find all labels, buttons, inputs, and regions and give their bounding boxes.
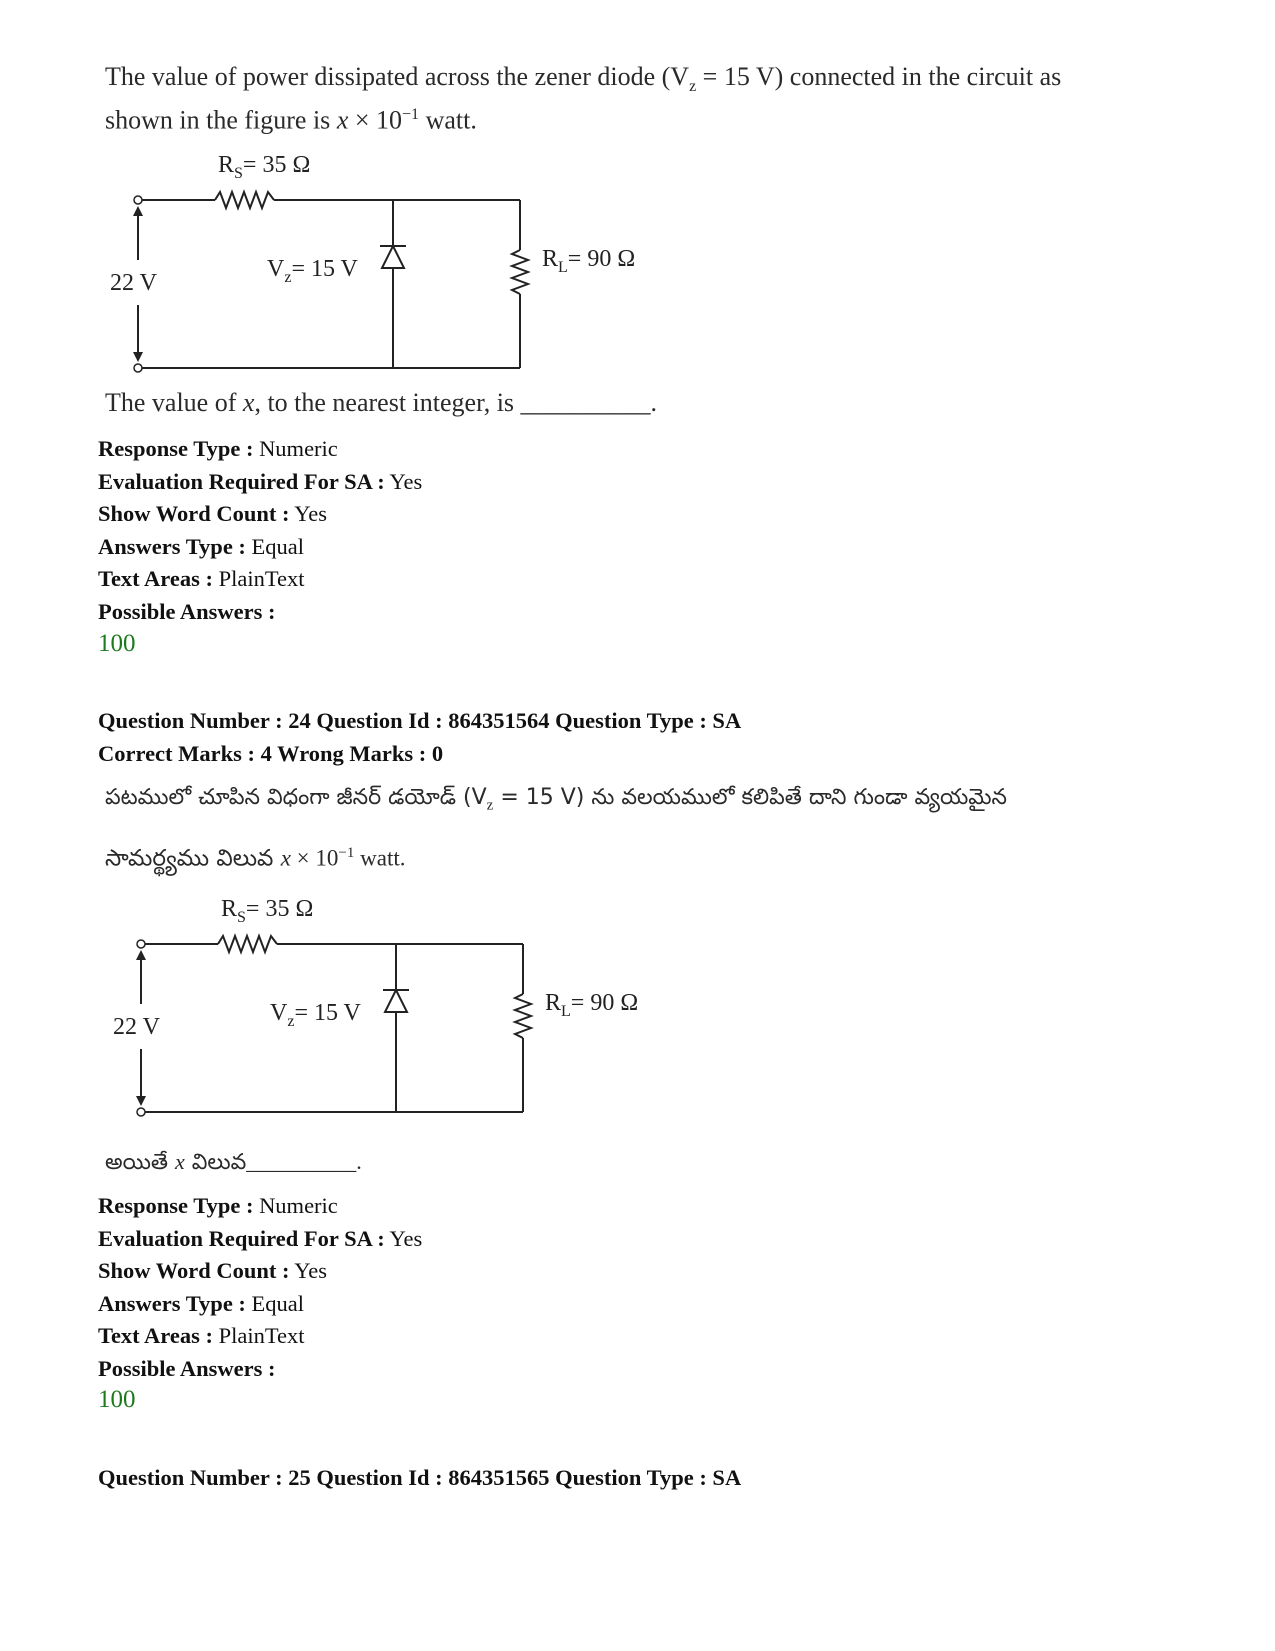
meta-text-areas: Text Areas : PlainText — [98, 566, 305, 591]
load-resistor-rl — [512, 250, 528, 294]
text-fragment: watt. — [354, 845, 406, 871]
text-fragment: సామర్థ్యము విలువ — [105, 845, 281, 872]
telugu-question-prompt — [105, 1147, 362, 1178]
variable-x: x — [175, 1149, 185, 1174]
question-text-line2 — [105, 100, 477, 136]
question-marks-line: Correct Marks : 4 Wrong Marks : 0 — [98, 740, 444, 766]
series-resistor-rs — [218, 936, 277, 952]
text-fragment: అయితే — [105, 1150, 176, 1175]
rl-label: $R_L= 90$ Ω — [542, 246, 636, 276]
meta-show-word-count: Show Word Count : Yes — [98, 501, 328, 526]
text-fragment: shown in the figure is — [105, 105, 337, 135]
variable-x: x — [242, 388, 255, 417]
question-metadata — [98, 433, 422, 628]
meta-evaluation-required: Evaluation Required For SA : Yes — [98, 468, 423, 494]
zener-diode-symbol — [385, 990, 407, 1012]
subscript: z — [689, 78, 697, 96]
source-voltage-label: 22 V — [110, 270, 157, 296]
text-fragment: విలువ — [184, 1150, 247, 1175]
meta-text-areas: Text Areas : PlainText — [98, 1323, 305, 1348]
vz-label: $V_z= 15$ V — [267, 256, 358, 286]
zener-diode-symbol — [382, 246, 404, 268]
subscript: z — [486, 797, 494, 814]
text-fragment: The value of — [105, 388, 243, 417]
meta-possible-answers: Possible Answers : — [98, 1355, 276, 1381]
vz-label: $V_z= 15$ V — [270, 1000, 361, 1030]
answer-blank: __________. — [520, 388, 658, 417]
arrowhead-down — [136, 1096, 146, 1106]
text-fragment: watt. — [419, 105, 477, 135]
variable-x: x — [280, 845, 291, 871]
possible-answer-value: 100 — [98, 1386, 136, 1413]
terminal-top — [137, 940, 145, 948]
answer-blank: __________. — [246, 1149, 362, 1174]
arrowhead-up — [136, 950, 146, 960]
meta-evaluation-required: Evaluation Required For SA : Yes — [98, 1225, 423, 1251]
zener-circuit-diagram — [100, 140, 700, 380]
arrowhead-down — [133, 352, 143, 362]
question-header — [98, 705, 741, 770]
meta-answers-type: Answers Type : Equal — [98, 533, 305, 559]
question-text-line1 — [105, 62, 1061, 102]
telugu-question-line2 — [105, 838, 405, 874]
text-fragment: , to the nearest integer, is — [254, 388, 521, 417]
meta-response-type: Response Type : Numeric — [98, 436, 338, 461]
meta-show-word-count: Show Word Count : Yes — [98, 1258, 328, 1283]
source-voltage-label: 22 V — [113, 1014, 160, 1040]
superscript: −1 — [338, 845, 355, 861]
meta-answers-type: Answers Type : Equal — [98, 1290, 305, 1316]
text-fragment: The value of power dissipated across the zener diode (V — [105, 62, 690, 91]
zener-circuit-diagram — [103, 884, 703, 1124]
question-number-line: Question Number : 24 Question Id : 864351564 Question Type : SA — [98, 708, 742, 733]
telugu-question-line1 — [105, 782, 1007, 820]
arrowhead-up — [133, 206, 143, 216]
load-resistor-rl — [515, 994, 531, 1038]
terminal-bottom — [137, 1108, 145, 1116]
rl-label: $R_L= 90$ Ω — [545, 990, 639, 1020]
text-fragment: × 10 — [290, 845, 339, 871]
question-prompt — [105, 388, 657, 418]
text-fragment: × 10 — [348, 105, 403, 135]
possible-answer-value: 100 — [98, 630, 136, 657]
variable-x: x — [336, 105, 349, 135]
superscript: −1 — [402, 106, 420, 123]
rs-label: $R_S= 35$ Ω — [221, 896, 314, 926]
text-fragment: పటములో చూపిన విధంగా జీనర్ డయోడ్ (V — [105, 785, 487, 810]
rs-label: $R_S= 35$ Ω — [218, 152, 311, 182]
text-fragment: = 15 V) ను వలయములో కలిపితే దాని గుండా వ్యయమైన — [493, 785, 1007, 810]
meta-response-type: Response Type : Numeric — [98, 1193, 338, 1218]
terminal-bottom — [134, 364, 142, 372]
meta-possible-answers: Possible Answers : — [98, 598, 276, 624]
question-number-line: Question Number : 25 Question Id : 864351565 Question Type : SA — [98, 1465, 742, 1490]
series-resistor-rs — [215, 192, 274, 208]
terminal-top — [134, 196, 142, 204]
question-metadata — [98, 1190, 422, 1385]
text-fragment: = 15 V) connected in the circuit as — [696, 62, 1062, 91]
